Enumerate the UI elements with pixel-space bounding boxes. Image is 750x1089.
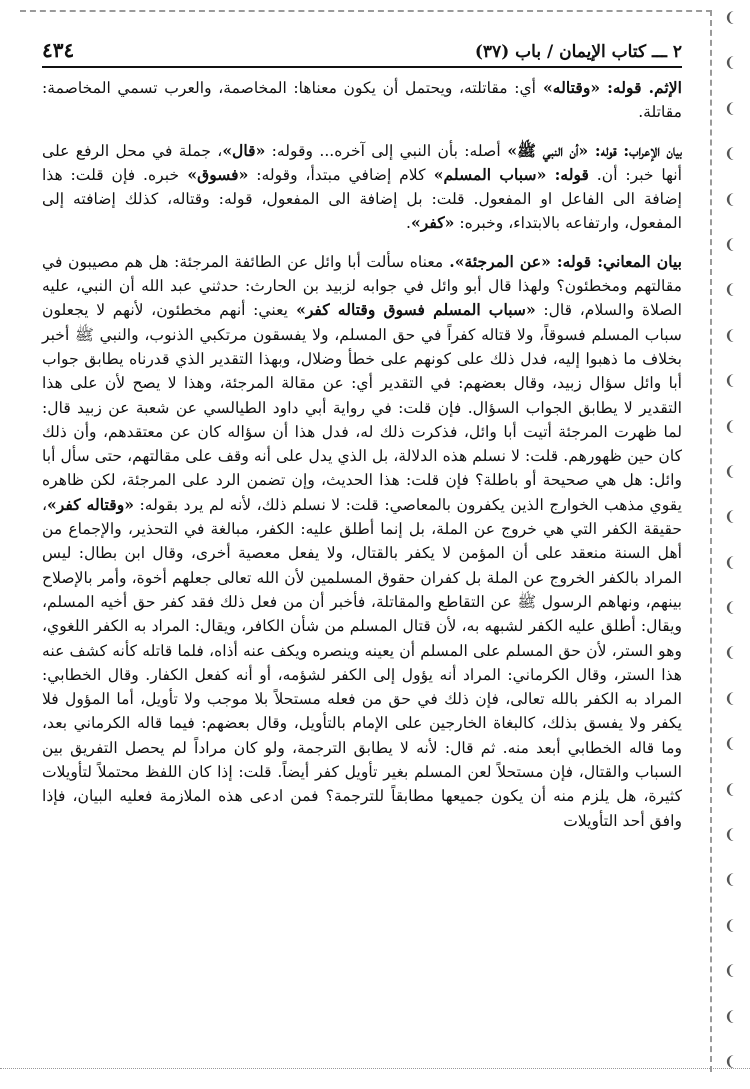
text-run: معناه سألت أبا وائل عن الطائفة المرجئة: هل هم مصيبون في مقالتهم ومخطئون؟ ولهذا قال أبو وائل في جوابه لزبيد بن الحارث: حدثني عبد الله أن النبي، عليه الصلاة والسلام، قال: <box>42 252 682 320</box>
text-run: كلام إضافي مبتدأ، وقوله: <box>248 165 426 184</box>
bottom-edge-decoration <box>0 1068 750 1083</box>
page-number: ٤٣٤ <box>42 38 75 62</box>
book-page <box>42 38 682 847</box>
bold-run: الإثم. قوله: «وقتاله» <box>536 78 682 97</box>
bold-run: بيان المعاني: قوله: «عن المرجئة». <box>443 251 682 271</box>
bold-run: قوله: «سباب المسلم» <box>425 164 589 184</box>
chapter-title: ٢ ـــ كتاب الإيمان / باب (٣٧) <box>474 42 682 62</box>
bold-run: «فسوق» <box>179 164 249 184</box>
binding-edge-decoration: ❨ ❨ ❨ ❨ ❨ ❨ ❨ ❨ ❨ ❨ ❨ ❨ ❨ ❨ ❨ ❨ ❨ ❨ ❨ ❨ ❨ ❨ ❨ ❨ <box>724 10 736 1070</box>
bold-run: بيان الإعراب: قوله: «أن النبي ﷺ» <box>500 140 682 160</box>
bold-run: «كفر» <box>410 213 455 233</box>
text-run: أي: مقاتلته، ويحتمل أن يكون معناها: المخاصمة، والعرب تسمي المخاصمة: مقاتلة. <box>42 79 682 122</box>
bold-run: «سباب المسلم فسوق وقتاله كفر» <box>287 300 536 320</box>
text-run: يعني: أنهم مخطئون، لأنهم لا يجعلون سباب المسلم فسوقاً، ولا قتاله كفراً في حق المسلم، ولا يفسقون مرتكبي الذنوب، والنبي ﷺ أخبر بخلاف ما ذهبوا إليه، فدل ذلك على كونهم على خطأ وضلال، وبهذا التقدير الذي قدرناه يطابق جواب أبا وائل سؤال زبيد، وقال بعضهم: في التقدير أي: عن مقالة المرجئة، وهذا لا يصح لأن على هذا التقدير لا يطابق الجواب السؤال. فإن قلت: في رواية أبي داود الطيالسي عن شعبة عن زبيد قال: لما ظهرت المرجئة أتيت أبا وائل، فذكرت ذلك له، فدل هذا أن سؤاله كان عن معتقدهم، وأن ذلك كان حين ظهورهم. قلت: لا نسلم هذه الدلالة، بل الذي يدل على أنه وقف على مقالتهم، حتى سأل أبا وائل: هل هي صحيحة أو باطلة؟ فإن قلت: هذا الحديث، وإن تضمن الرد على المرجئة، لكن ظاهره يقوي مذهب الخوارج الذين يكفرون بالمعاصي: قلت: لا نسلم ذلك، لأنه لم يرد بقوله: <box>42 301 682 514</box>
text-run: ، حقيقة الكفر التي هي خروج عن الملة، بل إنما أطلق عليه: الكفر، مبالغة في التحذير، والإجماع من أهل السنة منعقد على أن المؤمن لا يكفر بالقتال، ولا يفعل معصية أخرى، وقال ابن بطال: ليس المراد بالكفر الخروج عن الملة بل كفران حقوق المسلمين لأن الله تعالى جعلهم أخوة، وأمر بالإصلاح بينهم، ونهاهم الرسول ﷺ عن التقاطع والمقاتلة، فأخبر أن من فعل ذلك فقد كفر حق أخيه المسلم، ويقال: أطلق عليه الكفر لشبهه به، لأن قتال المسلم من شأن الكافر، ويقال: المراد به الكفر اللغوي، وهو الستر، لأن حق المسلم على المسلم أن يعينه وينصره ويكف عنه أذاه، فلما قاتله كأنه كشف عنه هذا الستر، وقال الكرماني: المراد أنه يؤول إلى الكفر لشؤمه، أو أنه كفعل الكفار. وقال الخطابي: المراد به الكفر بالله تعالى، فإن ذلك في حق من فعله مستحلاً بلا موجب ولا تأويل، أما المؤول فلا يكفر ولا يفسق بذلك، كالبغاة الخارجين على الإمام بالتأويل، وقال بعضهم: فيما قاله الكرماني بعد، وما قاله الخطابي أبعد منه. ثم قال: لأنه لا يطابق الترجمة، ولو كان مراداً لم يحصل التفريق بين السباب والقتال، فإن مستحلاً لعن المسلم بغير تأويل كفر أيضاً. قلت: إذا كان اللفظ محتملاً لتأويلات كثيرة، هل يلزم منه أن يكون جميعها مطابقاً للترجمة؟ فمن ادعى هذه الملازمة فعليه البيان، فإذا وافق أحد التأويلات <box>42 495 682 830</box>
paragraph <box>42 76 682 125</box>
paragraph <box>42 250 682 833</box>
running-header <box>42 38 682 68</box>
text-run: خبره. فإن قلت: هذا إضافة الى الفاعل او المفعول. قلت: بل إضافة الى المفعول، قوله: وقتاله، كذلك إضافته إلى المفعول، وارتفاعه بالابتداء، وخبره: <box>42 165 682 233</box>
bold-run: «وقتاله كفر» <box>47 494 134 514</box>
text-run: ، جملة في محل الرفع على أنها خبر: أن. <box>42 141 682 184</box>
body-text <box>42 76 682 833</box>
bold-run: «قال» <box>222 140 266 160</box>
paragraph <box>42 139 682 236</box>
text-run: . <box>406 214 411 233</box>
text-run: أصله: بأن النبي إلى آخره... وقوله: <box>265 141 501 160</box>
